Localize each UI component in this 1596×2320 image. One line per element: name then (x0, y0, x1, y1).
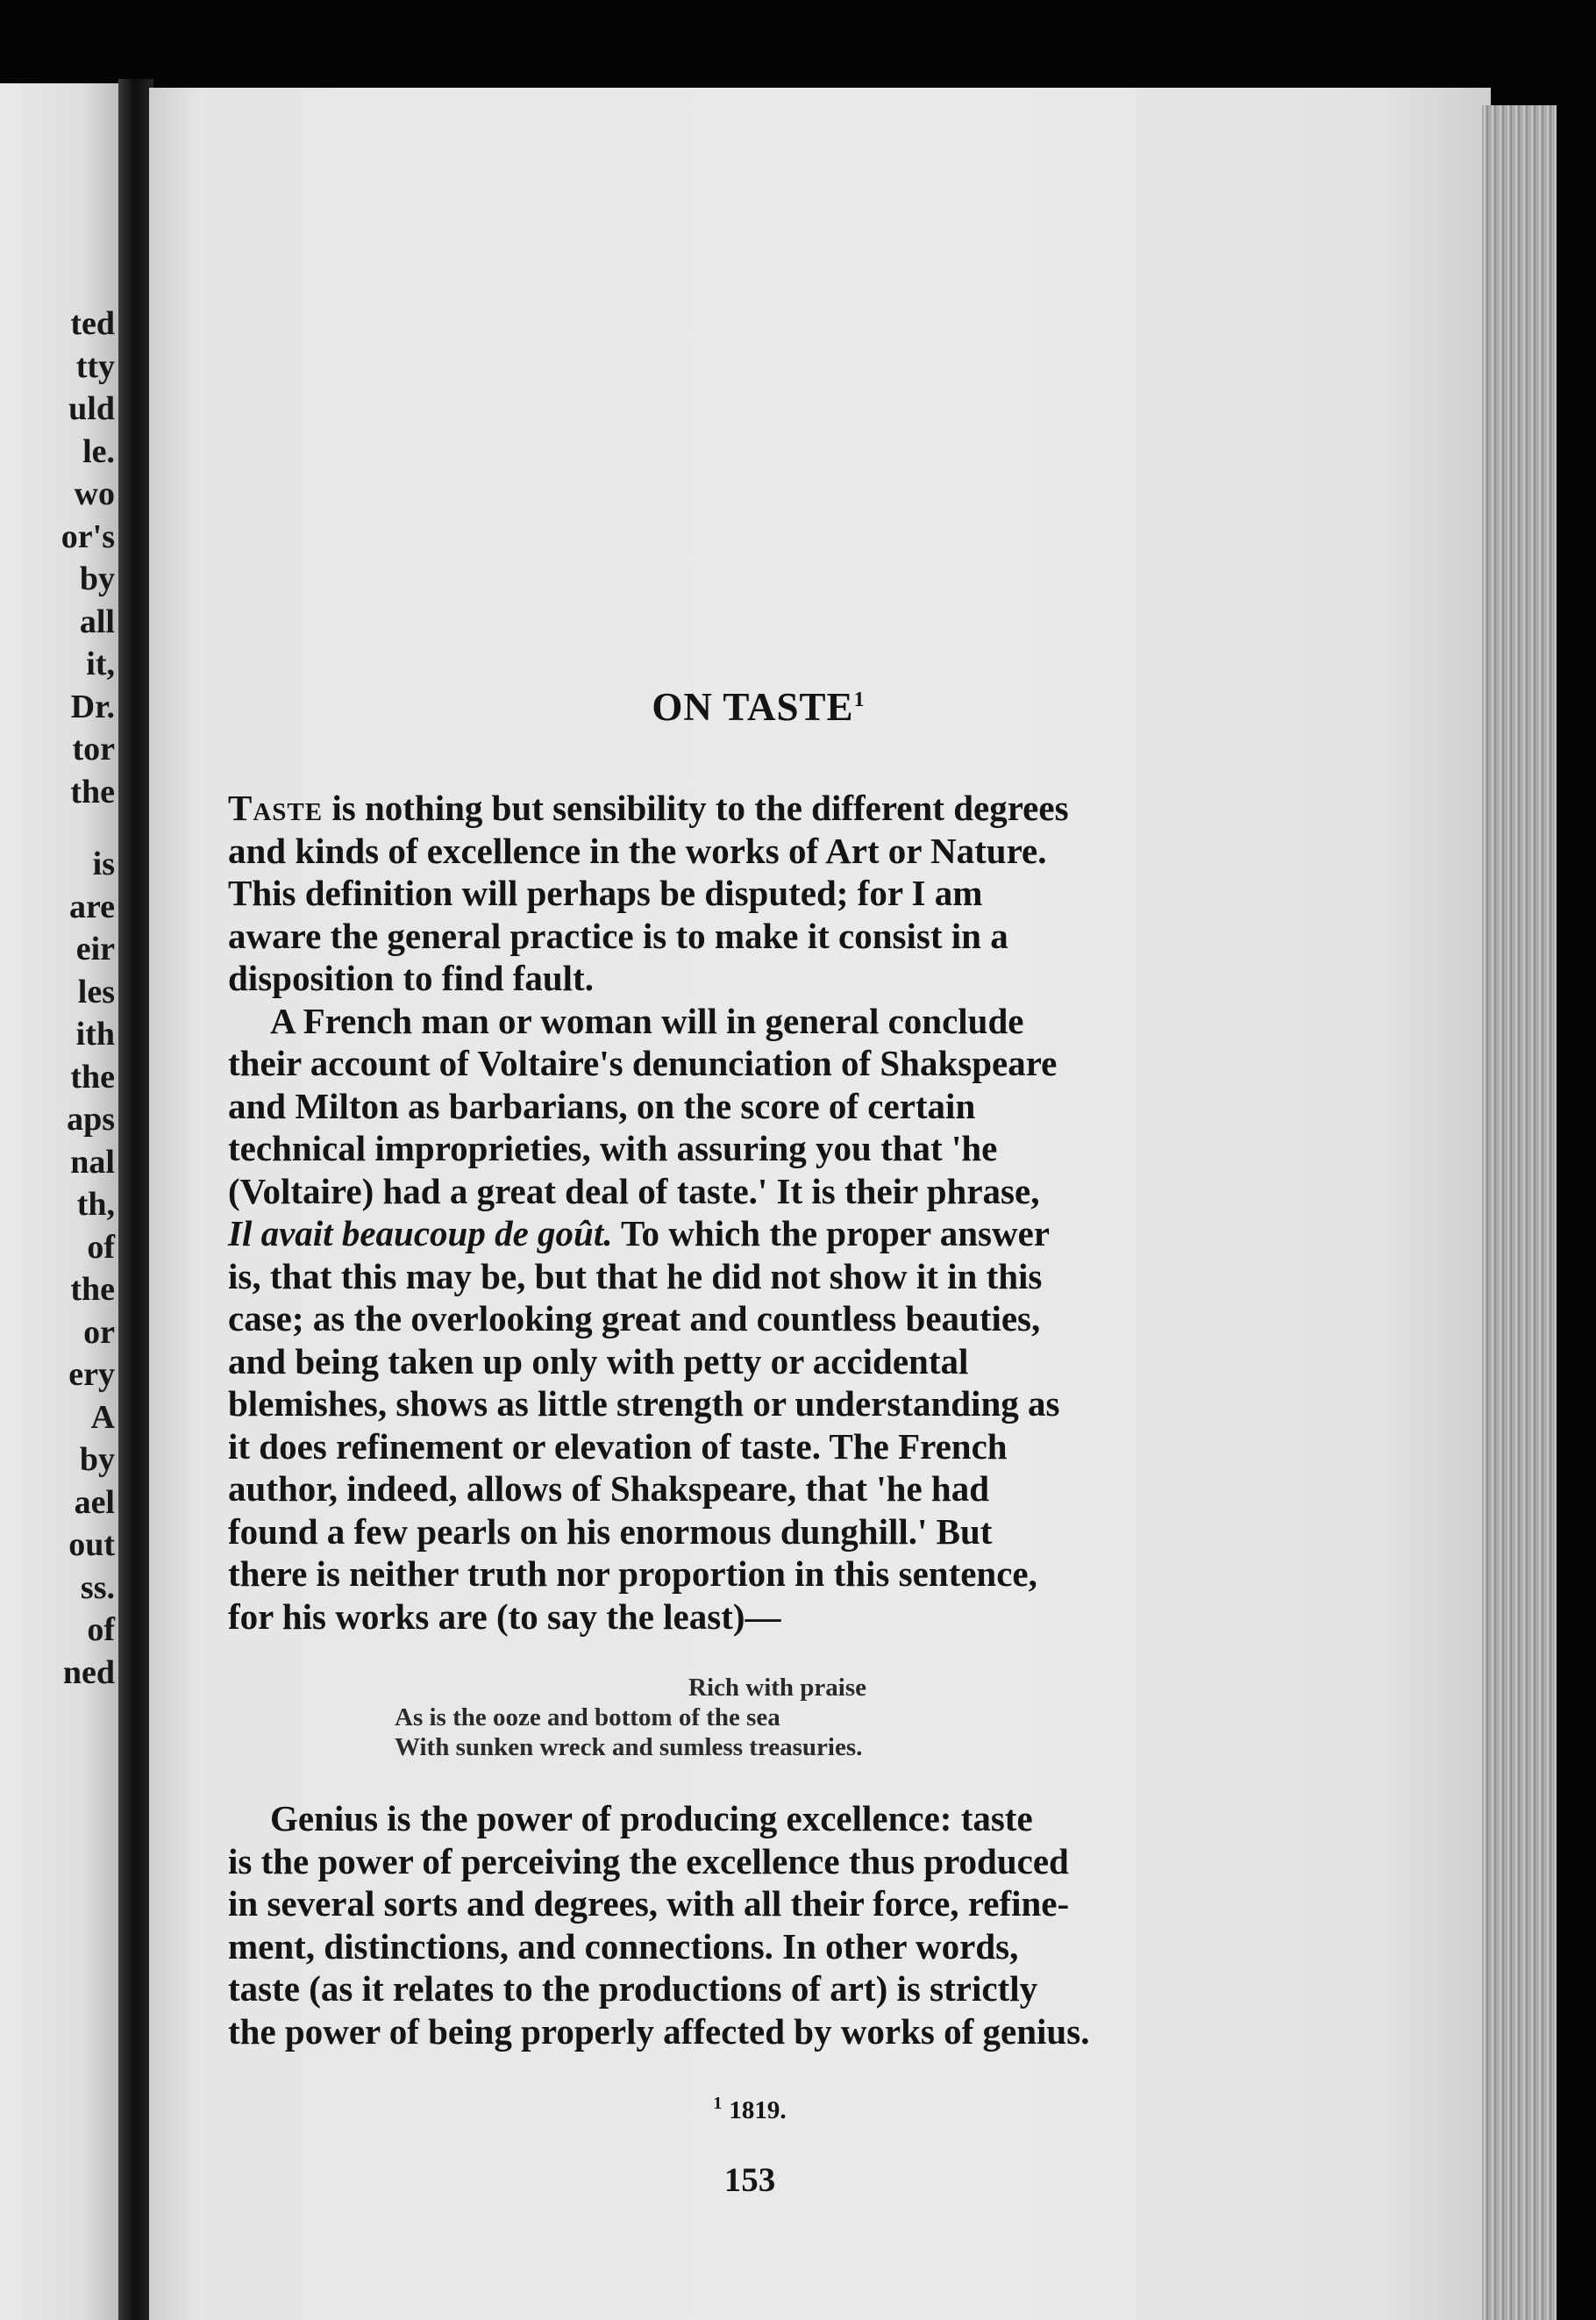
paragraph-2-line-12: author, indeed, allows of Shakspeare, that 'he had (228, 1468, 990, 1509)
facing-page-fragment: all (79, 603, 115, 640)
facing-page-fragment: the (70, 1271, 115, 1308)
facing-page-fragment: Dr. (70, 688, 115, 725)
paragraph-2-line-2: their account of Voltaire's denunciation of Shakspeare (228, 1043, 1058, 1083)
facing-page-text-fragments (0, 303, 118, 1694)
facing-page-fragment: by (79, 560, 115, 597)
paragraph-2-line-10: blemishes, shows as little strength or understanding as (228, 1383, 1060, 1424)
book-gutter (118, 79, 153, 2320)
verse-quotation (395, 1673, 1272, 1762)
facing-page-fragment: or's (61, 518, 115, 555)
paragraph-1-line-1-text: is nothing but sensibility to the different degrees (323, 788, 1069, 828)
paragraph-1-line-4: aware the general practice is to make it consist in a (228, 915, 1008, 956)
paragraph-2-line-6 (228, 1212, 1272, 1255)
lead-word: Taste (228, 788, 324, 828)
facing-page-fragment: nal (70, 1143, 115, 1181)
paragraph-2-line-1: A French man or woman will in general conclude (270, 1000, 1024, 1041)
paragraph-2-line-13: found a few pearls on his enormous dunghill.' But (228, 1510, 993, 1552)
verse-line-1: Rich with praise (688, 1674, 866, 1702)
paragraph-3-line-5: taste (as it relates to the productions of art) is strictly (228, 1968, 1038, 2009)
title-footnote-marker: 1 (853, 689, 866, 711)
footnote-text: 1819. (729, 2096, 787, 2124)
paragraph-2-line-11: it does refinement or elevation of taste. The French (228, 1425, 1008, 1467)
paragraph-2-line-9: and being taken up only with petty or accidental (228, 1340, 969, 1381)
facing-page-gap (0, 813, 118, 843)
paragraph-2-line-8: case; as the overlooking great and countless beauties, (228, 1298, 1041, 1338)
paragraph-3-line-6: the power of being properly affected by works of genius. (228, 2010, 1090, 2052)
facing-page-fragment: it, (86, 646, 115, 682)
paragraph-2 (228, 1000, 1272, 1638)
paragraph-2-line-3: and Milton as barbarians, on the score of certain (228, 1085, 976, 1126)
paragraph-2-line-7: is, that this may be, but that he did not show it in this (228, 1255, 1043, 1296)
paragraph-3-line-1: Genius is the power of producing excellence: taste (270, 1798, 1033, 1838)
facing-page-fragment: of (87, 1611, 115, 1648)
paragraph-3-line-2: is the power of perceiving the excellence thus produced (228, 1840, 1069, 1881)
facing-page-fragment: the (70, 1058, 115, 1096)
facing-page-fragment: ith (75, 1016, 115, 1053)
paragraph-1-line-2: and kinds of excellence in the works of Art or Nature. (228, 830, 1047, 871)
paragraph-2-line-14: there is neither truth nor proportion in this sentence, (228, 1553, 1037, 1594)
facing-page-fragment: th, (76, 1186, 115, 1223)
french-phrase: Il avait beaucoup de goût. (228, 1213, 613, 1253)
facing-page-left (0, 83, 118, 2320)
paragraph-1-line-3: This definition will perhaps be disputed; for I am (228, 873, 983, 913)
verse-line-3: With sunken wreck and sumless treasuries. (395, 1733, 863, 1761)
paragraph-1-line-1 (228, 787, 1272, 830)
facing-page-fragment: ael (74, 1483, 115, 1521)
paragraph-3 (228, 1797, 1272, 2052)
verse-line-2: As is the ooze and bottom of the sea (395, 1703, 780, 1731)
facing-page-fragment: or (83, 1313, 115, 1351)
facing-page-fragment: of (87, 1228, 115, 1266)
essay-title (237, 684, 1280, 730)
facing-page-fragment: A (90, 1398, 115, 1436)
page-body (228, 684, 1272, 2200)
page-edges (1482, 105, 1557, 2320)
paragraph-3-line-3: in several sorts and degrees, with all their force, refine- (228, 1883, 1070, 1924)
paragraph-1 (228, 787, 1272, 1000)
facing-page-fragment: ned (62, 1653, 115, 1691)
facing-page-fragment: ss. (80, 1568, 115, 1606)
paragraph-2-line-5: (Voltaire) had a great deal of taste.' It is their phrase, (228, 1170, 1040, 1211)
page-number: 153 (723, 2161, 776, 2199)
facing-page-fragment: aps (67, 1101, 115, 1138)
facing-page-fragment: by (79, 1441, 115, 1478)
facing-page-fragment: eir (75, 931, 115, 967)
facing-page-fragment: wo (74, 475, 115, 512)
facing-page-fragment: ted (70, 305, 115, 342)
facing-page-fragment: ery (68, 1356, 115, 1393)
paragraph-3-line-4: ment, distinctions, and connections. In other words, (228, 1925, 1019, 1967)
paragraph-1-line-5: disposition to find fault. (228, 958, 594, 998)
paragraph-2-line-6-rest: To which the proper answer (612, 1213, 1050, 1253)
facing-page-fragment: tty (75, 347, 115, 385)
facing-page-fragment: tor (72, 731, 115, 767)
footnote (228, 2096, 1272, 2125)
facing-page-fragment: is (92, 846, 115, 882)
facing-page-fragment: are (68, 888, 115, 925)
facing-page-fragment: out (68, 1526, 115, 1563)
paragraph-2-line-15: for his works are (to say the least)— (228, 1595, 781, 1637)
facing-page-fragment: les (77, 973, 115, 1010)
facing-page-fragment: le. (82, 432, 115, 470)
paragraph-2-line-4: technical improprieties, with assuring you that 'he (228, 1128, 998, 1168)
footnote-marker: 1 (713, 2094, 723, 2114)
essay-title-text: ON TASTE (652, 685, 854, 729)
facing-page-fragment: the (70, 773, 115, 810)
facing-page-fragment: uld (68, 390, 115, 427)
